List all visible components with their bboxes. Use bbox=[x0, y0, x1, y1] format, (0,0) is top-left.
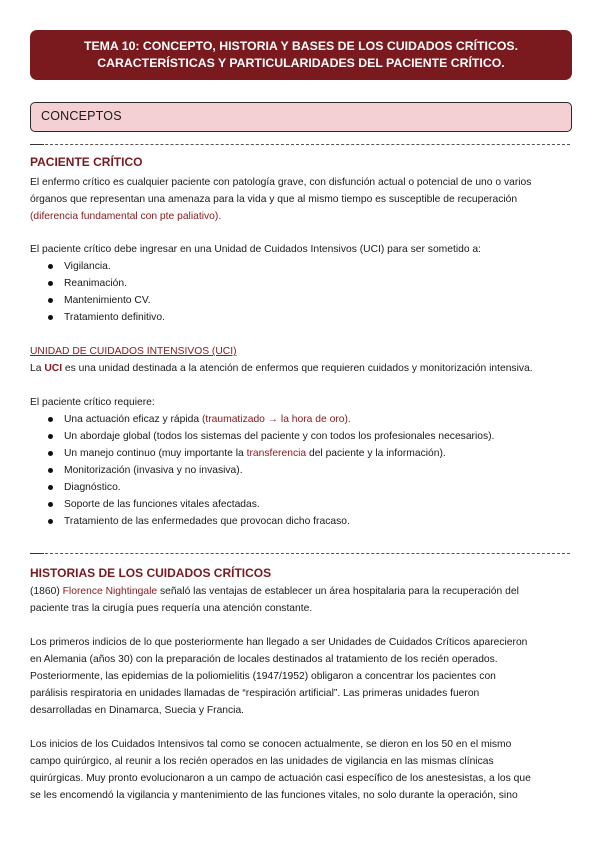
text-fragment: del paciente y la información). bbox=[306, 448, 446, 459]
uci-requires-intro: El paciente crítico requiere: bbox=[30, 397, 155, 408]
dashed-separator bbox=[30, 144, 570, 145]
list-item: Reanimación. bbox=[30, 275, 165, 292]
historia-paragraph-line: quirúrgicas. Muy pronto evolucionaron a un campo de actuación casi específico de los anestesistas, a los que bbox=[30, 773, 531, 784]
list-item bbox=[30, 411, 494, 428]
uci-acronym: UCI bbox=[44, 363, 63, 374]
paciente-paragraph-line: órganos que representan una amenaza para la vida y que al mismo tiempo es susceptible de recuperación bbox=[30, 194, 518, 205]
text-fragment: es una unidad destinada a la atención de enfermos que requieren cuidados y monitorización intensiva. bbox=[62, 363, 533, 374]
list-item: Un abordaje global (todos los sistemas del paciente y con todos los profesionales necesarios). bbox=[30, 428, 494, 445]
list-item: Tratamiento de las enfermedades que provocan dicho fracaso. bbox=[30, 513, 494, 530]
section-box-conceptos: CONCEPTOS bbox=[30, 102, 572, 132]
accent-text: (traumatizado → la hora de oro). bbox=[201, 414, 351, 425]
heading-historia: HISTORIAS DE LOS CUIDADOS CRÍTICOS bbox=[30, 566, 272, 580]
list-item bbox=[30, 445, 494, 462]
paciente-paragraph-note: (diferencia fundamental con pte paliativo). bbox=[30, 211, 222, 222]
text-fragment: señaló las ventajas de establecer un área hospitalaria para la recuperación del bbox=[157, 586, 519, 597]
dashed-separator bbox=[30, 553, 570, 554]
uci-definition bbox=[30, 360, 575, 377]
list-item: Mantenimiento CV. bbox=[30, 292, 165, 309]
historia-paragraph-line: se les encomendó la vigilancia y mantenimiento de las funciones vitales, no solo durante la operación, sino bbox=[30, 790, 518, 801]
historia-paragraph-line: Los inicios de los Cuidados Intensivos tal como se conocen actualmente, se dieron en los 50 en el mismo bbox=[30, 739, 512, 750]
historia-paragraph-line: Posteriormente, las epidemias de la poliomielitis (1947/1952) obligaron a concentrar los pacientes con bbox=[30, 671, 496, 682]
heading-paciente-critico: PACIENTE CRÍTICO bbox=[30, 155, 143, 169]
list-item: Diagnóstico. bbox=[30, 479, 494, 496]
document-title-banner bbox=[30, 30, 572, 80]
historia-paragraph-line: desarrolladas en Dinamarca, Suecia y Francia. bbox=[30, 705, 245, 716]
title-line-1: TEMA 10: CONCEPTO, HISTORIA Y BASES DE LOS CUIDADOS CRÍTICOS. bbox=[83, 39, 519, 53]
historia-paragraph-line: parálisis respiratoria en unidades llamadas de “respiración artificial”. Las primeras unidades fueron bbox=[30, 688, 480, 699]
heading-uci: UNIDAD DE CUIDADOS INTENSIVOS (UCI) bbox=[30, 346, 237, 357]
historia-paragraph-line: campo quirúrgico, al reunir a los recién operados en las unidades de vigilancia en las mismas clínicas bbox=[30, 756, 494, 767]
list-item: Vigilancia. bbox=[30, 258, 165, 275]
accent-name: Florence Nightingale bbox=[62, 586, 158, 597]
historia-paragraph-line: paciente tras la cirugía pues requería una atención constante. bbox=[30, 603, 313, 614]
list-item: Soporte de las funciones vitales afectadas. bbox=[30, 496, 494, 513]
text-fragment: (1860) bbox=[30, 586, 63, 597]
historia-paragraph-line bbox=[30, 583, 575, 600]
accent-text: transferencia bbox=[246, 448, 307, 459]
text-fragment: La bbox=[30, 363, 45, 374]
text-fragment: Una actuación eficaz y rápida bbox=[64, 414, 202, 425]
text-fragment: Un manejo continuo (muy importante la bbox=[64, 448, 247, 459]
historia-paragraph-line: en Alemania (años 30) con la preparación de locales destinados al tratamiento de los recién operados. bbox=[30, 654, 498, 665]
historia-paragraph-line: Los primeros indicios de lo que posteriormente han llegado a ser Unidades de Cuidados Críticos aparecieron bbox=[30, 637, 528, 648]
paciente-ingreso-text: El paciente crítico debe ingresar en una Unidad de Cuidados Intensivos (UCI) para ser sometido a: bbox=[30, 244, 482, 255]
list-item: Monitorización (invasiva y no invasiva). bbox=[30, 462, 494, 479]
paciente-requirements-list bbox=[30, 258, 165, 326]
title-line-2: CARACTERÍSTICAS Y PARTICULARIDADES DEL PACIENTE CRÍTICO. bbox=[97, 56, 505, 70]
paciente-paragraph-line: El enfermo crítico es cualquier paciente con patología grave, con disfunción actual o potencial de uno o varios bbox=[30, 177, 532, 188]
uci-requirements-list bbox=[30, 411, 494, 530]
list-item: Tratamiento definitivo. bbox=[30, 309, 165, 326]
